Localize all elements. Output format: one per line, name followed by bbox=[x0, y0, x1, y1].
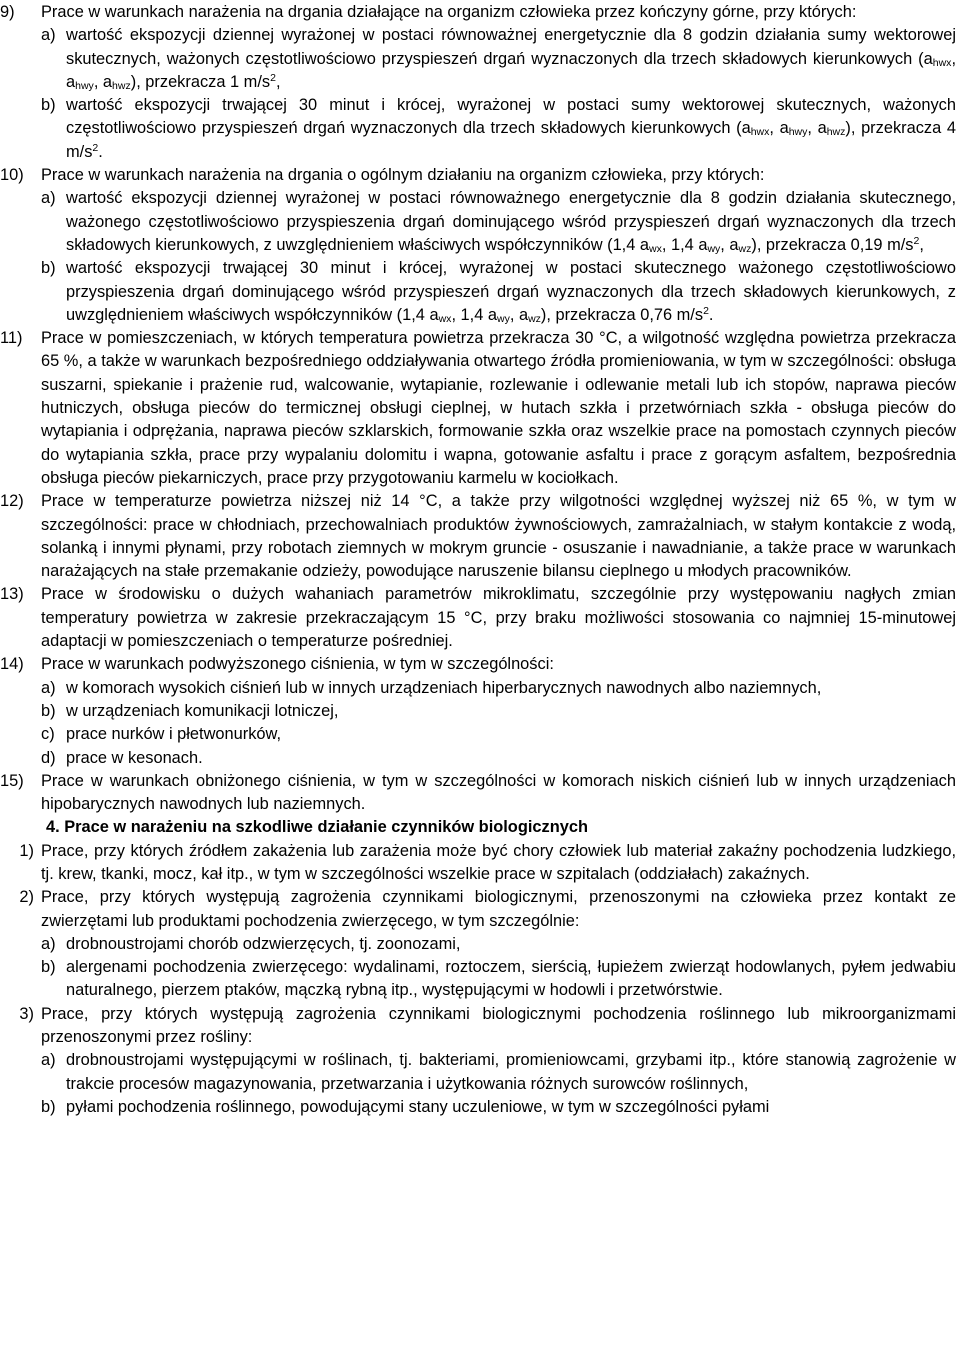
sub-item-label: d) bbox=[41, 748, 56, 767]
sub-item-label: a) bbox=[41, 189, 56, 208]
text-run: , a bbox=[66, 49, 956, 91]
subscript: hwy bbox=[75, 79, 94, 92]
sub-item-text bbox=[66, 1096, 956, 1119]
sub-item bbox=[41, 723, 956, 746]
item-text: Prace w warunkach podwyższonego ciśnienia, w tym w szczególności: bbox=[41, 655, 554, 674]
text-run: w komorach wysokich ciśnień lub w innych urządzeniach hiperbarycznych nawodnych albo naziemnych, bbox=[66, 678, 822, 697]
item-number: 11) bbox=[0, 329, 23, 348]
superscript: 2 bbox=[913, 234, 920, 247]
text-run: drobnoustrojami chorób odzwierzęcych, tj. zoonozami, bbox=[66, 934, 461, 953]
sub-item bbox=[41, 257, 956, 327]
list-item bbox=[0, 770, 956, 817]
text-run: , a bbox=[720, 235, 739, 254]
text-run: , a bbox=[93, 72, 113, 91]
subscript: hwx bbox=[750, 126, 770, 139]
text-run: ), przekracza 0,76 m/s bbox=[540, 305, 704, 324]
text-run: wartość ekspozycji trwającej 30 minut i krócej, wyrażonej w postaci skutecznego ważonego częstotliwościowo przyspieszenia drgań dominującego wśród przyspieszeń drgań wyznaczonych dla trzech składowych kierunkowych, z uwzględnieniem właściwych współczynników (1,4 a bbox=[66, 259, 956, 324]
sub-item bbox=[41, 933, 956, 956]
list-item bbox=[0, 1, 956, 164]
text-run: , a bbox=[769, 119, 789, 138]
item-text: Prace, przy których występują zagrożenia czynnikami biologicznymi, przenoszonymi na człowieka przez kontakt ze zwierzętami lub produktami pochodzenia zwierzęcego, w tym szczególnie: bbox=[41, 888, 956, 930]
sub-item-text bbox=[66, 700, 956, 723]
subscript: hwy bbox=[788, 126, 808, 139]
sub-item bbox=[41, 677, 956, 700]
list-item bbox=[0, 653, 956, 769]
sub-item-label: a) bbox=[41, 678, 56, 697]
text-run: wartość ekspozycji dziennej wyrażonej w postaci równoważnego energetycznie dla 8 godzin działania skutecznego, ważonego częstotliwościowo przyspieszenia drgań dominującego wśród przyspieszeń drgań wyznaczonych dla trzech składowych kierunkowych, z uwzględnieniem właściwych współczynników (1,4 a bbox=[66, 189, 956, 254]
item-number: 12) bbox=[0, 492, 24, 511]
text-run: , bbox=[919, 235, 924, 254]
sub-item-text bbox=[66, 187, 956, 257]
superscript: 2 bbox=[270, 71, 276, 84]
item-text: Prace w temperaturze powietrza niższej niż 14 °C, a także przy wilgotności względnej wyższej niż 65 %, w tym w szczególności: prace w chłodniach, przechowalniach produktów żywnościowych, zamrażalniach, w stałym kontakcie z wodą, solanką i innymi płynami, przy robotach ziemnych w mokrym gruncie - osuszanie i nawadnianie, a także prace w warunkach narażających na stałe przemakanie odzieży, powodujące naruszenie bilansu cieplnego u młodych pracowników. bbox=[41, 492, 956, 581]
sub-item bbox=[41, 94, 956, 164]
item-number: 3) bbox=[19, 1004, 34, 1023]
subscript: wy bbox=[497, 312, 510, 325]
text-run: . bbox=[708, 305, 714, 324]
item-number: 9) bbox=[0, 3, 15, 21]
item-text: Prace w warunkach narażenia na drgania o ogólnym działaniu na organizm człowieka, przy których: bbox=[41, 166, 765, 185]
subscript: wx bbox=[438, 312, 452, 325]
item-number: 15) bbox=[0, 771, 24, 790]
text-run: ), przekracza 1 m/s bbox=[130, 72, 271, 91]
sub-item bbox=[41, 24, 956, 94]
superscript: 2 bbox=[703, 304, 709, 317]
sub-item bbox=[41, 956, 956, 1003]
subscript: hwx bbox=[932, 56, 952, 69]
list-item bbox=[0, 327, 956, 490]
item-number: 13) bbox=[0, 585, 24, 604]
sub-item-text bbox=[66, 723, 956, 746]
sub-item-label: a) bbox=[41, 934, 56, 953]
section-heading: 4. Prace w narażeniu na szkodliwe działanie czynników biologicznych bbox=[46, 818, 588, 837]
text-run: , a bbox=[509, 305, 529, 324]
sub-item-label: b) bbox=[41, 701, 56, 720]
sub-item-label: a) bbox=[41, 1051, 56, 1070]
item-number: 14) bbox=[0, 655, 24, 674]
sub-item-text bbox=[66, 677, 956, 700]
subscript: hwz bbox=[112, 79, 131, 92]
subscript: wz bbox=[738, 242, 752, 255]
sub-item-text bbox=[66, 1049, 956, 1096]
sub-item-text bbox=[66, 956, 956, 1003]
item-text: Prace w warunkach obniżonego ciśnienia, w tym w szczególności w komorach niskich ciśnień lub w innych urządzeniach hipobarycznych nawodnych lub naziemnych. bbox=[41, 771, 956, 814]
item-text: Prace w pomieszczeniach, w których temperatura powietrza przekracza 30 °C, a wilgotność względna powietrza przekracza 65 %, a także w warunkach bezpośredniego oddziaływania otwartego źródła promieniowania, w tym w szczególności: obsługa suszarni, spiekanie i prażenie rud, walcowanie, wytapianie, rozlewanie i odlewanie metali lub ich stopów, naprawa pieców hutniczych, obsługa pieców do termicznej obsługi cieplnej, w hutach szkła i przetwórniach szkła - obsługa pieców do wytapiania i odprężania, naprawa pieców szklarskich, formowanie szkła oraz wszelkie prace na pomostach czynnych pieców do wytapiania szkła, prace przy wypalaniu dolomitu i wapna, gotowanie asfaltu i prace z gorącym asfaltem, bezpośrednia obsługa pieców piekarniczych, prace przy przygotowaniu karmelu w kociołkach. bbox=[41, 329, 956, 487]
item-number: 10) bbox=[0, 166, 24, 185]
text-run: prace nurków i płetwonurków, bbox=[66, 725, 282, 744]
sub-item bbox=[41, 1096, 956, 1119]
list-item bbox=[0, 886, 956, 1002]
text-run: wartość ekspozycji trwającej 30 minut i krócej, wyrażonej w postaci sumy wektorowej skutecznych, ważonych częstotliwościowo przyspieszeń drgań wyznaczonych dla trzech składowych kierunkowych (a bbox=[66, 96, 956, 138]
text-run: , a bbox=[807, 119, 827, 138]
superscript: 2 bbox=[92, 141, 99, 154]
text-run: prace w kesonach. bbox=[66, 748, 203, 767]
text-run: , 1,4 a bbox=[661, 235, 708, 254]
sub-item-label: b) bbox=[41, 96, 56, 115]
item-text: Prace, przy których źródłem zakażenia lub zarażenia może być chory człowiek lub materiał zakaźny pochodzenia ludzkiego, tj. krew, tkanki, mocz, kał itp., w tym w szczególności wszelkie prace w szpitalach (oddziałach) zakaźnych. bbox=[41, 841, 956, 883]
item-number: 2) bbox=[19, 888, 34, 907]
subscript: wy bbox=[707, 242, 721, 255]
text-run: drobnoustrojami występującymi w roślinach, tj. bakteriami, promieniowcami, grzybami itp., które stanowią zagrożenie w trakcie procesów magazynowania, przetwarzania i użytkowania różnych surowców roślinnych, bbox=[66, 1051, 956, 1093]
sub-item-label: a) bbox=[41, 26, 56, 45]
item-text: Prace w warunkach narażenia na drgania działające na organizm człowieka przez kończyny górne, przy których: bbox=[41, 3, 857, 21]
sub-item-text bbox=[66, 257, 956, 327]
sub-item bbox=[41, 187, 956, 257]
sub-item-label: b) bbox=[41, 259, 56, 278]
list-item bbox=[0, 164, 956, 327]
list-item bbox=[0, 840, 956, 887]
item-text: Prace w środowisku o dużych wahaniach parametrów mikroklimatu, szczególnie przy występowaniu nagłych zmian temperatury powietrza w zakresie przekraczającym 15 °C, przy braku możliwości stosowania co najmniej 15-minutowej adaptacji w pomieszczeniach o temperaturze pośredniej. bbox=[41, 585, 956, 651]
sub-item bbox=[41, 1049, 956, 1096]
item-number: 1) bbox=[19, 841, 34, 860]
list-item bbox=[0, 1003, 956, 1119]
text-run: ), przekracza 4 m/s bbox=[66, 119, 956, 161]
item-text: Prace, przy których występują zagrożenia czynnikami biologicznymi pochodzenia roślinnego lub mikroorganizmami przenoszonymi przez rośliny: bbox=[41, 1004, 956, 1047]
sub-item bbox=[41, 747, 956, 770]
subscript: wx bbox=[649, 242, 662, 255]
sub-item bbox=[41, 700, 956, 723]
subscript: wz bbox=[528, 312, 541, 325]
text-run: pyłami pochodzenia roślinnego, powodującymi stany uczuleniowe, w tym w szczególności pyłami bbox=[66, 1097, 770, 1116]
list-item bbox=[0, 490, 956, 583]
text-run: wartość ekspozycji dziennej wyrażonej w postaci równoważnej energetycznie dla 8 godzin działania sumy wektorowej skutecznych, ważonych częstotliwościowo przyspieszeń drgań wyznaczonych dla trzech składowych kierunkowych (a bbox=[66, 26, 956, 68]
sub-item-label: b) bbox=[41, 958, 56, 977]
sub-item-text bbox=[66, 24, 956, 94]
sub-item-label: b) bbox=[41, 1097, 56, 1116]
text-run: , 1,4 a bbox=[451, 305, 497, 324]
subscript: hwz bbox=[826, 126, 846, 139]
text-run: ), przekracza 0,19 m/s bbox=[751, 235, 914, 254]
sub-item-text bbox=[66, 933, 956, 956]
text-run: . bbox=[98, 142, 103, 161]
text-run: w urządzeniach komunikacji lotniczej, bbox=[66, 701, 339, 720]
sub-item-text bbox=[66, 94, 956, 164]
sub-item-label: c) bbox=[41, 725, 55, 744]
sub-item-text bbox=[66, 747, 956, 770]
text-run: , bbox=[275, 72, 281, 91]
text-run: alergenami pochodzenia zwierzęcego: wydalinami, roztoczem, sierścią, łupieżem zwierząt hodowlanych, pyłem jedwabiu naturalnego, pierzem ptaków, mączką rybną itp., występującymi w hodowli i przetwórstwie. bbox=[66, 958, 956, 1000]
list-item bbox=[0, 583, 956, 653]
